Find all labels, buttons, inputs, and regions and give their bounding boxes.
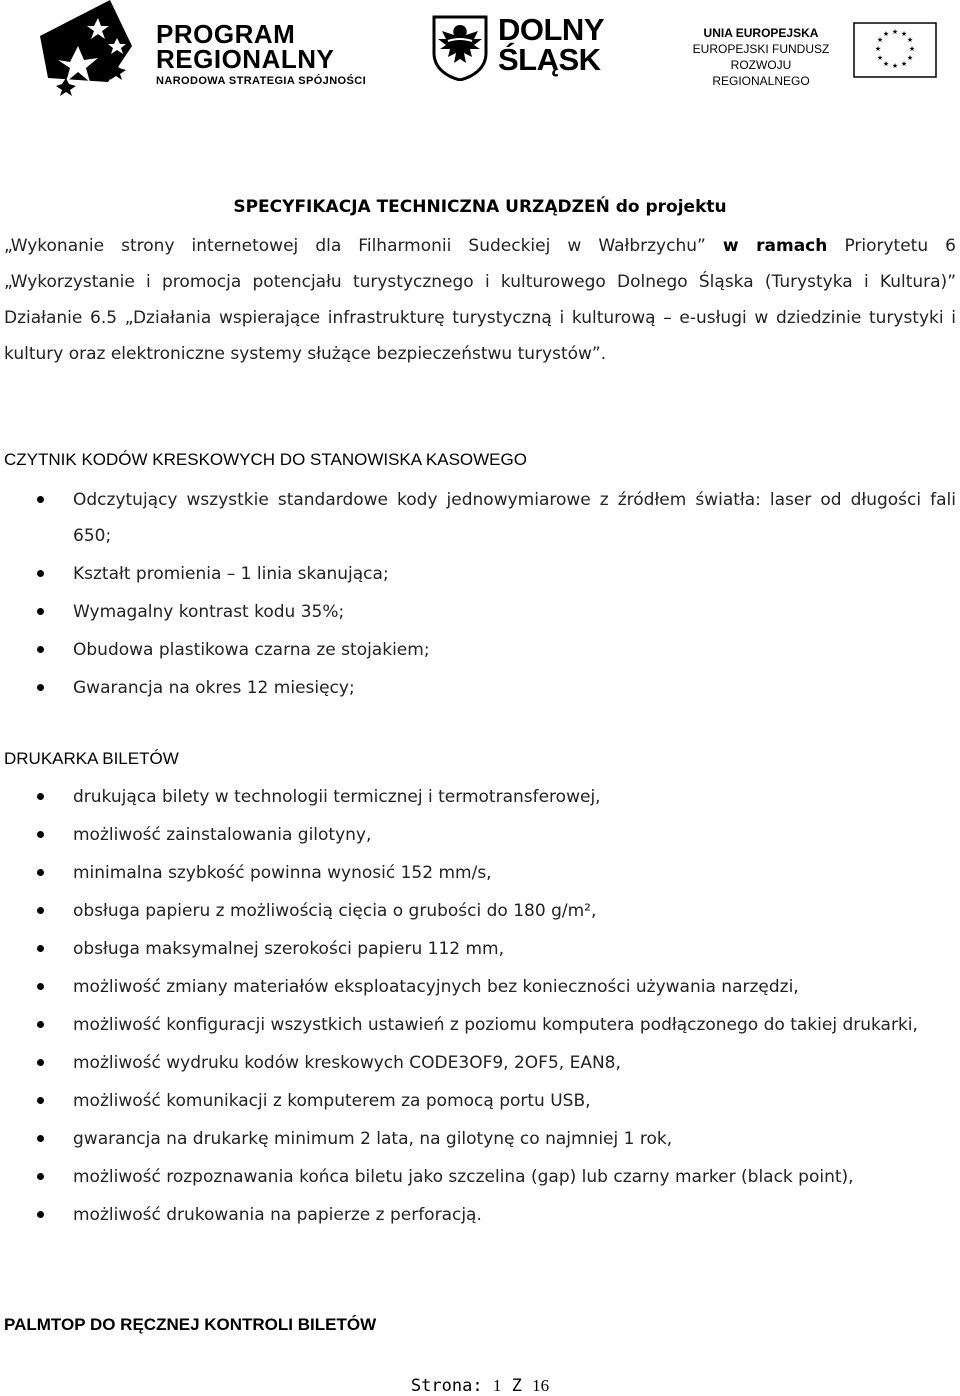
intro-text: „Wykonanie strony internetowej dla Filharmonii Sudeckiej w Wałbrzychu” bbox=[4, 236, 706, 256]
list-item bbox=[4, 1007, 956, 1043]
list-item-text: Obudowa plastikowa czarna ze stojakiem; bbox=[73, 640, 430, 660]
list-item-text: Wymagalny kontrast kodu 35%; bbox=[73, 602, 345, 622]
bullet-icon bbox=[37, 1135, 44, 1142]
svg-text:★: ★ bbox=[891, 62, 899, 70]
svg-text:★: ★ bbox=[882, 60, 890, 68]
section-heading-scanner: CZYTNIK KODÓW KRESKOWYCH DO STANOWISKA KASOWEGO bbox=[4, 450, 527, 469]
bullet-icon bbox=[37, 983, 44, 990]
list-item bbox=[4, 1083, 956, 1119]
list-item-text: możliwość drukowania na papierze z perforacją. bbox=[73, 1205, 482, 1225]
program-regionalny-logo bbox=[40, 0, 370, 100]
list-item bbox=[4, 482, 956, 554]
footer-label: Strona: bbox=[410, 1376, 483, 1396]
list-item bbox=[4, 779, 956, 815]
svg-text:★: ★ bbox=[906, 36, 914, 44]
bullet-icon bbox=[37, 793, 44, 800]
logo-line: ŚLĄSK bbox=[498, 42, 601, 77]
bullet-icon bbox=[37, 1211, 44, 1218]
svg-text:★: ★ bbox=[908, 45, 916, 53]
logo-line: REGIONALNY bbox=[156, 44, 335, 74]
intro-text: Priorytetu 6 „Wykorzystanie i promocja potencjału turystycznego i kulturowego Dolnego Śląska (Turystyka i Kultura)” Działanie 6.5 „Działania wspierające infrastrukturę turystyczną i kulturową – e-usługi w dziedzinie turystyki i kultury oraz elektroniczne systemy służące bezpieczeństwu turystów”. bbox=[4, 236, 956, 364]
program-regionalny-wordmark bbox=[156, 19, 367, 87]
list-item-text: możliwość konfiguracji wszystkich ustawień z poziomu komputera podłączonego do takiej drukarki, bbox=[73, 1015, 918, 1035]
list-item-text: obsługa papieru z możliwością cięcia o grubości do 180 g/m², bbox=[73, 901, 597, 921]
svg-text:★: ★ bbox=[900, 60, 908, 68]
list-item bbox=[4, 632, 956, 668]
list-item-text: Kształt promienia – 1 linia skanująca; bbox=[73, 564, 389, 584]
list-item bbox=[4, 1159, 956, 1195]
bullet-icon bbox=[37, 831, 44, 838]
bullet-icon bbox=[37, 1173, 44, 1180]
bullet-icon bbox=[37, 684, 44, 691]
logo-line: UNIA EUROPEJSKA bbox=[703, 26, 819, 40]
logo-line: DOLNY bbox=[498, 12, 604, 47]
page-title: SPECYFIKACJA TECHNICZNA URZĄDZEŃ do projektu bbox=[233, 197, 727, 217]
printer-spec-list bbox=[4, 779, 956, 1233]
dolny-slask-logo bbox=[432, 12, 622, 85]
intro-paragraph bbox=[4, 228, 956, 372]
ue-wordmark bbox=[685, 25, 837, 89]
svg-text:★: ★ bbox=[876, 54, 884, 62]
list-item bbox=[4, 893, 956, 929]
eu-flag-icon bbox=[853, 22, 937, 78]
list-item-text: Gwarancja na okres 12 miesięcy; bbox=[73, 678, 355, 698]
svg-text:★: ★ bbox=[882, 30, 890, 38]
header-logos bbox=[0, 0, 960, 110]
page-footer bbox=[0, 1376, 960, 1396]
list-item bbox=[4, 931, 956, 967]
eagle-shield-icon bbox=[432, 15, 488, 81]
svg-text:★: ★ bbox=[891, 28, 899, 36]
logo-line: EUROPEJSKI FUNDUSZ bbox=[692, 42, 830, 56]
logo-line: PROGRAM bbox=[156, 19, 296, 49]
list-item bbox=[4, 556, 956, 592]
intro-bold: w ramach bbox=[722, 236, 828, 256]
dolny-slask-wordmark bbox=[498, 12, 604, 77]
list-item bbox=[4, 1121, 956, 1157]
footer-page-total: 16 bbox=[532, 1376, 550, 1395]
bullet-icon bbox=[37, 646, 44, 653]
bullet-icon bbox=[37, 1059, 44, 1066]
footer-of: Z bbox=[511, 1376, 522, 1396]
list-item-text: możliwość rozpoznawania końca biletu jako szczelina (gap) lub czarny marker (black point), bbox=[73, 1167, 854, 1187]
ue-logo bbox=[685, 22, 945, 88]
section-heading-printer: DRUKARKA BILETÓW bbox=[4, 749, 179, 768]
list-item-text: możliwość komunikacji z komputerem za pomocą portu USB, bbox=[73, 1091, 591, 1111]
bullet-icon bbox=[37, 570, 44, 577]
program-regionalny-emblem bbox=[40, 0, 150, 100]
bullet-icon bbox=[37, 945, 44, 952]
list-item bbox=[4, 969, 956, 1005]
list-item-text: drukująca bilety w technologii termicznej i termotransferowej, bbox=[73, 787, 601, 807]
svg-text:★: ★ bbox=[876, 36, 884, 44]
list-item-text: możliwość zmiany materiałów eksploatacyjnych bez konieczności używania narzędzi, bbox=[73, 977, 799, 997]
list-item bbox=[4, 594, 956, 630]
list-item-text: Odczytujący wszystkie standardowe kody jednowymiarowe z źródłem światła: laser od długości fali 650; bbox=[73, 490, 956, 546]
list-item bbox=[4, 855, 956, 891]
list-item-text: minimalna szybkość powinna wynosić 152 mm/s, bbox=[73, 863, 492, 883]
bullet-icon bbox=[37, 1097, 44, 1104]
logo-line: ROZWOJU REGIONALNEGO bbox=[712, 58, 810, 88]
list-item bbox=[4, 670, 956, 706]
bullet-icon bbox=[37, 869, 44, 876]
list-item-text: gwarancja na drukarkę minimum 2 lata, na gilotynę co najmniej 1 rok, bbox=[73, 1129, 673, 1149]
list-item-text: obsługa maksymalnej szerokości papieru 112 mm, bbox=[73, 939, 505, 959]
svg-text:★: ★ bbox=[874, 45, 882, 53]
logo-line: NARODOWA STRATEGIA SPÓJNOŚCI bbox=[156, 75, 367, 87]
bullet-icon bbox=[37, 608, 44, 615]
list-item-text: możliwość zainstalowania gilotyny, bbox=[73, 825, 372, 845]
scanner-spec-list bbox=[4, 482, 956, 706]
list-item bbox=[4, 817, 956, 853]
section-heading-palmtop: PALMTOP DO RĘCZNEJ KONTROLI BILETÓW bbox=[4, 1315, 377, 1334]
bullet-icon bbox=[37, 907, 44, 914]
bullet-icon bbox=[37, 496, 44, 503]
list-item bbox=[4, 1045, 956, 1081]
list-item-text: możliwość wydruku kodów kreskowych CODE3OF9, 2OF5, EAN8, bbox=[73, 1053, 621, 1073]
svg-text:★: ★ bbox=[906, 54, 914, 62]
footer-page-number: 1 bbox=[492, 1376, 502, 1395]
svg-text:★: ★ bbox=[900, 30, 908, 38]
bullet-icon bbox=[37, 1021, 44, 1028]
list-item bbox=[4, 1197, 956, 1233]
